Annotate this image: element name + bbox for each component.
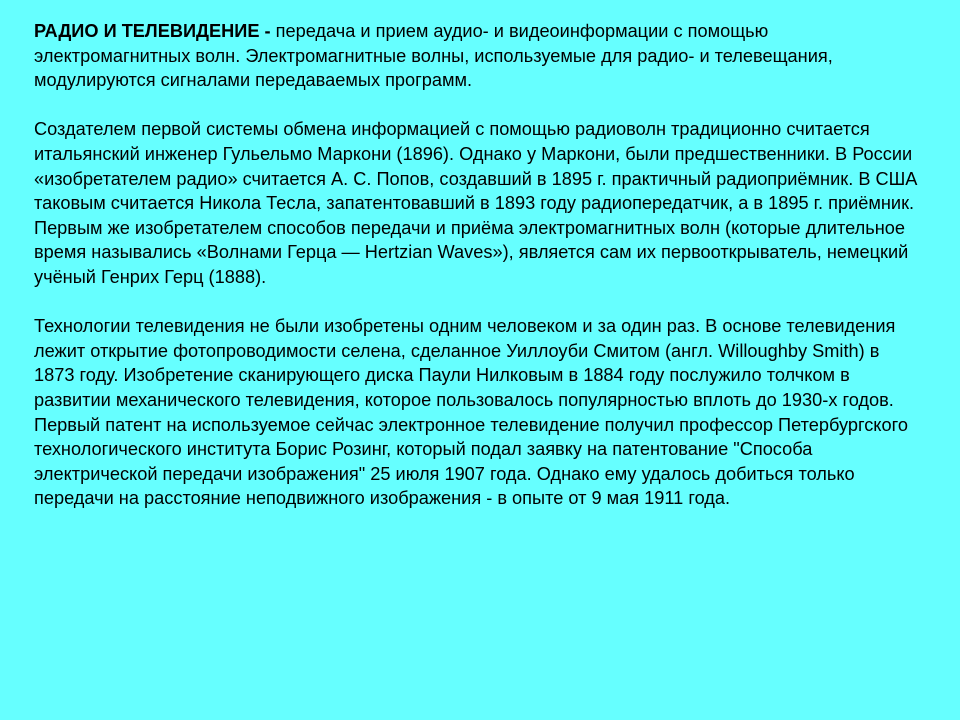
intro-text: передача и прием аудио- и видеоинформации с помощью электромагнитных волн. Электромагнитные волны, используемые для радио- и телевещания, модулируются сигналами передаваемых программ. [34,21,833,91]
slide-text-body [34,19,920,511]
slide-heading: РАДИО И ТЕЛЕВИДЕНИЕ - [34,21,276,41]
tv-history-paragraph-1: Технологии телевидения не были изобретены одним человеком и за один раз. В основе телевидения лежит открытие фотопроводимости селена, сделанное Уиллоуби Смитом (англ. Willoughby Smith) в 1873 году. Изобретение сканирующего диска Паули Нилковым в 1884 году послужило толчком в развитии механического телевидения, которое пользовалось популярностью вплоть до 1930-х годов. [34,316,896,410]
paragraph-spacer [34,290,920,315]
paragraph-spacer [34,93,920,118]
radio-history-paragraph-1: Создателем первой системы обмена информацией с помощью радиоволн традиционно считается итальянский инженер Гульельмо Маркони (1896). Однако у Маркони, были предшественники. В России «изобретателем радио» считается А. С. Попов, создавший в 1895 г. практичный радиоприёмник. В США таковым считается Никола Тесла, запатентовавший в 1893 году радиопередатчик, а в 1895 г. приёмник. [34,119,918,214]
intro-paragraph [34,19,920,93]
tv-history-paragraph-2: Первый патент на используемое сейчас электронное телевидение получил профессор Петербургского технологического института Борис Розинг, который подал заявку на патентование "Способа электрической передачи изображения" 25 июля 1907 года. Однако ему удалось добиться только передачи на расстояние неподвижного изображения - в опыте от 9 мая 1911 года. [34,414,908,509]
radio-history-paragraph-2: Первым же изобретателем способов передачи и приёма электромагнитных волн (которые длительное время назывались «Волнами Герца — Hertzian Waves»), является сам их первооткрыватель, немецкий учёный Генрих Герц (1888). [34,217,909,287]
